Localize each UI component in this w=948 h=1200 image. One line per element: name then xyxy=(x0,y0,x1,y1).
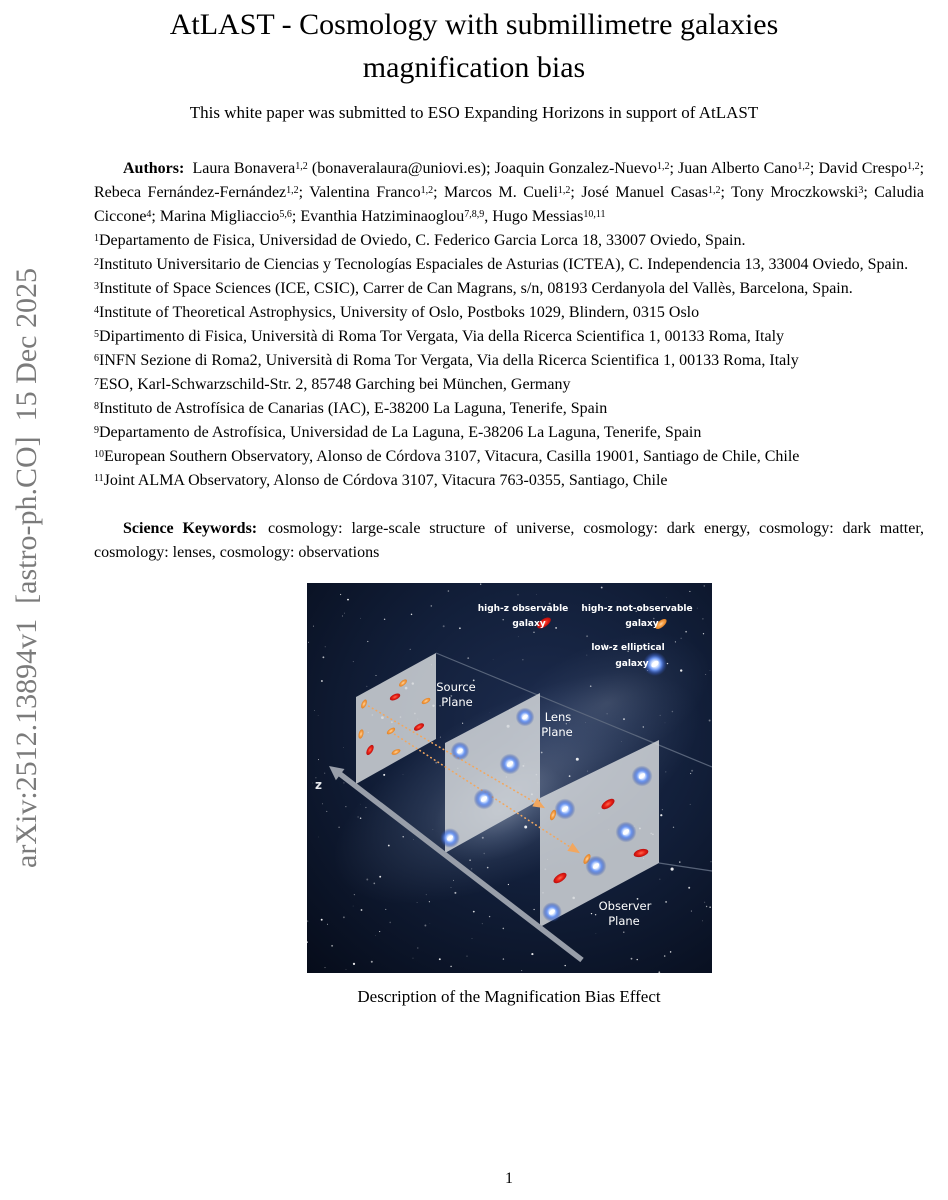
lens-plane-label-line2: Plane xyxy=(540,725,573,739)
star xyxy=(321,803,322,804)
star xyxy=(320,919,322,921)
star xyxy=(492,660,493,661)
star xyxy=(326,811,327,812)
affiliation-text: Dipartimento di Fisica, Università di Roma Tor Vergata, Via della Ricerca Scientifica 1, 00133 Roma, Italy xyxy=(99,328,785,345)
star xyxy=(312,626,313,627)
star xyxy=(670,868,673,871)
star xyxy=(450,887,451,888)
affiliation-5 xyxy=(94,325,924,349)
affiliation-number: 4 xyxy=(94,304,99,316)
star xyxy=(432,829,433,830)
star xyxy=(623,718,625,720)
star xyxy=(595,933,596,934)
star xyxy=(488,916,489,917)
galaxy-blue xyxy=(499,754,520,775)
paper-title-line2: magnification bias xyxy=(362,51,586,84)
affiliation-number: 2 xyxy=(94,256,99,268)
star xyxy=(447,590,449,592)
legend-orange-line2: galaxy xyxy=(624,619,659,629)
authors-paragraph xyxy=(94,157,924,229)
star xyxy=(471,868,472,869)
star xyxy=(665,771,666,772)
star xyxy=(522,659,523,660)
star xyxy=(383,619,384,620)
galaxy-blue xyxy=(585,856,606,877)
affiliation-1 xyxy=(94,229,924,253)
star xyxy=(342,916,344,918)
star xyxy=(417,947,418,948)
star xyxy=(663,955,665,957)
star xyxy=(365,807,366,808)
source-plane-label-line1: Source xyxy=(435,680,476,694)
magnification-bias-diagram xyxy=(307,583,712,973)
paper-title xyxy=(0,0,948,89)
star xyxy=(416,902,417,903)
star xyxy=(320,680,322,682)
star xyxy=(345,806,346,807)
star xyxy=(430,605,432,607)
star xyxy=(387,845,389,847)
star xyxy=(312,783,313,784)
figure-caption: Description of the Magnification Bias Effect xyxy=(357,987,661,1006)
star xyxy=(702,633,703,634)
star xyxy=(642,726,643,727)
star xyxy=(345,969,346,970)
star xyxy=(689,773,690,774)
star xyxy=(428,901,429,902)
affiliation-6 xyxy=(94,349,924,373)
star xyxy=(705,674,706,675)
star xyxy=(587,771,588,772)
star xyxy=(342,616,343,617)
star xyxy=(555,627,557,629)
star xyxy=(688,887,690,889)
legend-red-line2: galaxy xyxy=(511,619,546,629)
star xyxy=(661,809,662,810)
star xyxy=(702,618,703,619)
observer-plane-label-line2: Plane xyxy=(607,914,640,928)
star xyxy=(564,965,565,966)
star xyxy=(590,913,591,914)
star xyxy=(308,642,309,643)
star xyxy=(402,836,403,837)
z-axis-label: z xyxy=(314,778,322,792)
galaxy-blue xyxy=(440,828,460,848)
affiliation-text: Departamento de Fisica, Universidad de Oviedo, C. Federico Garcia Lorca 18, 33007 Oviedo, Spain. xyxy=(99,232,746,249)
star xyxy=(623,932,624,933)
star xyxy=(586,655,587,656)
star xyxy=(708,720,710,722)
star xyxy=(454,892,456,894)
star xyxy=(689,591,690,592)
star xyxy=(690,911,691,912)
star xyxy=(502,619,503,620)
star xyxy=(471,938,472,939)
star xyxy=(424,925,426,927)
affiliation-4 xyxy=(94,301,924,325)
star xyxy=(705,906,706,907)
keywords-label: Science Keywords: xyxy=(123,520,258,537)
star xyxy=(360,618,361,619)
star xyxy=(489,712,490,713)
star xyxy=(352,906,353,907)
paper-title-line1: AtLAST - Cosmology with submillimetre galaxies xyxy=(169,8,779,41)
star xyxy=(366,879,368,881)
star xyxy=(586,635,588,637)
star xyxy=(480,584,481,585)
star xyxy=(540,752,542,754)
affiliation-number: 8 xyxy=(94,400,99,412)
star xyxy=(338,827,340,829)
star xyxy=(709,670,710,671)
galaxy-blue xyxy=(554,799,575,820)
star xyxy=(359,818,360,819)
lens-plane-label-line1: Lens xyxy=(544,710,571,724)
star xyxy=(459,627,461,629)
star xyxy=(483,853,484,854)
affiliation-text: ESO, Karl-Schwarzschild-Str. 2, 85748 Garching bei München, Germany xyxy=(99,376,571,393)
star xyxy=(343,747,344,748)
affiliation-text: European Southern Observatory, Alonso de Córdova 3107, Vitacura, Casilla 19001, Santiago de Chile, Chile xyxy=(104,448,800,465)
star xyxy=(600,587,602,589)
star xyxy=(469,859,471,861)
star xyxy=(331,945,333,947)
star xyxy=(385,909,386,910)
star xyxy=(435,762,437,764)
star xyxy=(585,722,586,723)
affiliation-text: Instituto Universitario de Ciencias y Tecnologías Espaciales de Asturias (ICTEA), C. Independencia 13, 33004 Oviedo, Spain. xyxy=(99,256,909,273)
star xyxy=(467,657,469,659)
star xyxy=(438,958,440,960)
star xyxy=(379,931,380,932)
star xyxy=(533,632,534,633)
galaxy-blue xyxy=(473,789,494,810)
galaxy-blue xyxy=(615,822,636,843)
star xyxy=(502,958,503,959)
affiliation-number: 10 xyxy=(94,448,104,460)
affiliation-7 xyxy=(94,373,924,397)
star xyxy=(462,723,463,724)
star xyxy=(589,685,591,687)
star xyxy=(630,958,632,960)
star xyxy=(360,909,362,911)
star xyxy=(517,594,518,595)
star xyxy=(366,686,367,687)
affiliation-number: 6 xyxy=(94,352,99,364)
star xyxy=(410,614,411,615)
star xyxy=(442,625,444,627)
star xyxy=(344,613,345,614)
star xyxy=(375,935,376,936)
affiliation-2 xyxy=(94,253,924,277)
star xyxy=(367,641,368,642)
arxiv-watermark xyxy=(4,200,50,935)
star xyxy=(502,928,504,930)
star xyxy=(314,710,315,711)
star xyxy=(669,951,671,953)
star xyxy=(402,774,403,775)
star xyxy=(521,970,522,971)
legend-blue-line1: low-z elliptical xyxy=(590,643,665,653)
star xyxy=(353,894,354,895)
star xyxy=(486,867,488,869)
star xyxy=(659,715,660,716)
star xyxy=(524,826,527,829)
affiliation-text: Institute of Theoretical Astrophysics, University of Oslo, Postboks 1029, Blindern, 0315 Oslo xyxy=(99,304,700,321)
star xyxy=(324,967,325,968)
authors-label: Authors: xyxy=(123,160,185,177)
affiliation-text: Departamento de Astrofísica, Universidad de La Laguna, E-38206 La Laguna, Tenerife, Spain xyxy=(99,424,702,441)
star xyxy=(691,770,693,772)
affiliation-number: 9 xyxy=(94,424,99,436)
star xyxy=(343,782,344,783)
star xyxy=(322,656,324,658)
observer-plane-label-line1: Observer xyxy=(598,899,651,913)
star xyxy=(379,876,381,878)
star xyxy=(680,638,681,639)
star xyxy=(324,773,325,774)
keywords-paragraph xyxy=(94,517,924,565)
star xyxy=(568,775,570,777)
star xyxy=(517,637,518,638)
star xyxy=(674,641,675,642)
affiliation-10 xyxy=(94,445,924,469)
page-body xyxy=(94,157,924,1007)
star xyxy=(620,741,621,742)
star xyxy=(481,923,482,924)
star xyxy=(375,675,376,676)
affiliation-3 xyxy=(94,277,924,301)
star xyxy=(318,759,319,760)
star xyxy=(685,631,687,633)
star xyxy=(665,901,667,903)
affiliation-text: INFN Sezione di Roma2, Università di Roma Tor Vergata, Via della Ricerca Scientifica 1, 00133 Roma, Italy xyxy=(99,352,799,369)
star xyxy=(347,599,349,601)
star xyxy=(594,914,595,915)
keywords-text: cosmology: large-scale structure of universe, cosmology: dark energy, cosmology: dark matter, cosmology: lenses, cosmology: observations xyxy=(94,520,925,561)
star xyxy=(373,883,375,885)
galaxy-blue xyxy=(542,902,562,922)
affiliation-9 xyxy=(94,421,924,445)
star xyxy=(413,839,414,840)
affiliation-number: 3 xyxy=(94,280,99,292)
authors-list: Laura Bonavera$^{1,2}$ (bonaveralaura@uniovi.es); Joaquin Gonzalez-Nuevo$^{1,2}$; Juan Alberto Cano$^{1,2}$; David Crespo$^{1,2}$; Rebeca Fernández-Fernández$^{1,2}$; Valentina Franco$^{1,2}$; Marcos M. Cueli$^{1,2}$; José Manuel Casas$^{1,2}$; Tony Mroczkowski$^3$; Caludia Ciccone$^4$; Marina Migliaccio$^{5,6}$; Evanthia Hatziminaoglou$^{7,8,9}$, Hugo Messias$^{10,11}$ xyxy=(94,160,925,225)
star xyxy=(429,923,430,924)
affiliation-11 xyxy=(94,469,924,493)
star xyxy=(664,723,665,724)
star xyxy=(659,879,660,880)
affiliation-number: 11 xyxy=(94,472,104,484)
star xyxy=(703,585,705,587)
star xyxy=(709,907,710,908)
star xyxy=(666,597,667,598)
star xyxy=(696,608,697,609)
page-number: 1 xyxy=(505,1170,513,1187)
legend-red-line1: high-z observable xyxy=(477,604,568,614)
galaxy-blue xyxy=(515,708,534,727)
star xyxy=(452,880,453,881)
star xyxy=(412,958,413,959)
affiliations-block xyxy=(94,229,924,493)
legend-orange-line1: high-z not-observable xyxy=(580,604,693,614)
affiliation-text: Joint ALMA Observatory, Alonso de Córdova 3107, Vitacura 763-0355, Santiago, Chile xyxy=(103,472,668,489)
star xyxy=(450,966,452,968)
star xyxy=(339,594,340,595)
star xyxy=(352,963,354,965)
star xyxy=(536,594,537,595)
star xyxy=(466,956,467,957)
star xyxy=(409,649,410,650)
figure-magnification-bias xyxy=(307,583,712,973)
star xyxy=(317,715,318,716)
star xyxy=(606,713,607,714)
star xyxy=(326,924,327,925)
star xyxy=(704,902,705,903)
star xyxy=(575,758,578,761)
star xyxy=(533,909,534,910)
star xyxy=(357,816,358,817)
star xyxy=(425,894,426,895)
star xyxy=(702,921,703,922)
star xyxy=(680,669,682,671)
star xyxy=(383,774,385,776)
star xyxy=(324,646,325,647)
affiliation-number: 1 xyxy=(94,232,99,244)
source-plane-label-line2: Plane xyxy=(440,695,473,709)
star xyxy=(671,711,673,713)
affiliation-8 xyxy=(94,397,924,421)
star xyxy=(389,922,391,924)
star xyxy=(615,602,616,603)
galaxy-blue xyxy=(631,766,652,787)
star xyxy=(507,884,508,885)
star xyxy=(710,861,711,862)
star xyxy=(352,661,353,662)
star xyxy=(472,911,474,913)
star xyxy=(679,861,680,862)
star xyxy=(672,827,673,828)
star xyxy=(439,737,440,738)
affiliation-number: 5 xyxy=(94,328,99,340)
arxiv-watermark-text: arXiv:2512.13894v1 [astro-ph.CO] 15 Dec 2025 xyxy=(10,267,43,868)
star xyxy=(543,614,544,615)
affiliation-text: Instituto de Astrofísica de Canarias (IAC), E-38200 La Laguna, Tenerife, Spain xyxy=(99,400,608,417)
star xyxy=(360,804,361,805)
star xyxy=(370,961,372,963)
star xyxy=(689,804,690,805)
galaxy-blue xyxy=(450,742,469,761)
legend-blue-line2: galaxy xyxy=(614,659,649,669)
star xyxy=(481,837,483,839)
star xyxy=(636,959,637,960)
star xyxy=(318,837,319,838)
affiliation-text: Institute of Space Sciences (ICE, CSIC), Carrer de Can Magrans, s/n, 08193 Cerdanyola del Vallès, Barcelona, Spain. xyxy=(99,280,853,297)
paper-subtitle: This white paper was submitted to ESO Expanding Horizons in support of AtLAST xyxy=(189,103,759,122)
star xyxy=(660,814,662,816)
star xyxy=(531,953,533,955)
affiliation-number: 7 xyxy=(94,376,99,388)
